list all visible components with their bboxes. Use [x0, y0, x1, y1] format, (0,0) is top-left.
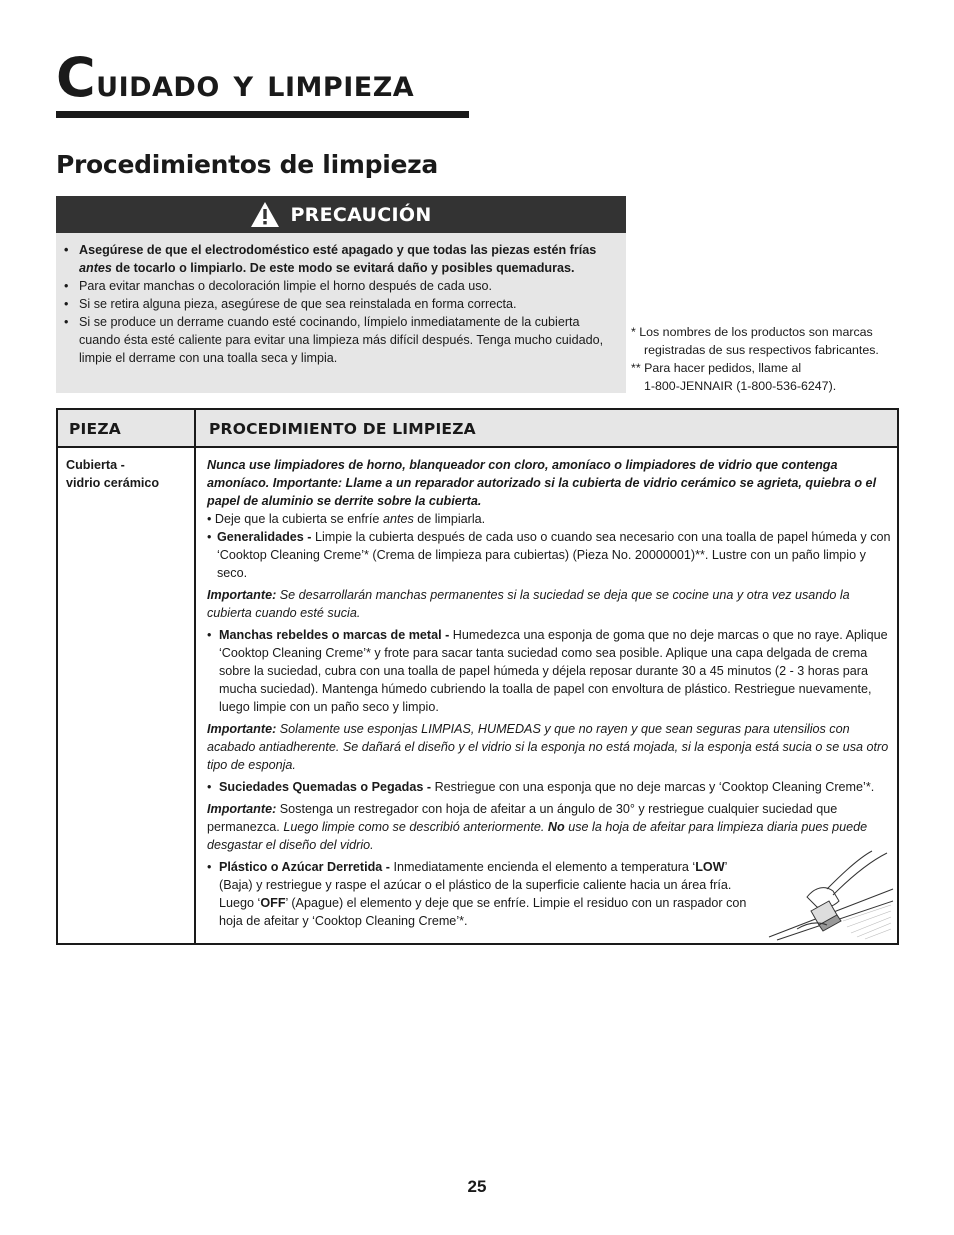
important-note: Importante: Solamente use esponjas LIMPIAS, HUMEDAS y que no rayen y que sean seguras para utensilios con acabado antiadherente. Se dañará el diseño y el vidrio si la esponja no está mojada, si la esponja está sucia o se usa otro tipo de esponja.	[207, 722, 889, 772]
column-divider	[194, 410, 196, 943]
caution-item: • Para evitar manchas o decoloración limpie el horno después de cada uso.	[64, 277, 612, 295]
scraper-illustration	[767, 849, 895, 941]
caution-header	[56, 196, 626, 233]
warning-text: Nunca use limpiadores de horno, blanqueador con cloro, amoníaco o limpiadores de vidrio que contenga amoníaco. Importante: Llame a un reparador autorizado si la cubierta de vidrio cerámico se agrieta, quiebra o el papel de aluminio se derrite sobre la cubierta.	[207, 458, 877, 508]
column-header-procedure: PROCEDIMIENTO DE LIMPIEZA	[209, 420, 476, 438]
caution-title: PRECAUCIÓN	[290, 203, 432, 226]
table-header	[58, 410, 897, 448]
part-cell: Cubierta - vidrio cerámico	[66, 458, 160, 490]
caution-item: • Si se produce un derrame cuando esté cocinando, límpielo inmediatamente de la cubierta cuando ésta esté caliente para evitar una limpieza más difícil después. Tenga mucho cuidado, limpie el derrame con una toalla seca y limpia.	[64, 313, 612, 367]
column-header-part: PIEZA	[69, 420, 121, 438]
page-number: 25	[467, 1177, 487, 1196]
important-note: Importante: Sostenga un restregador con hoja de afeitar a un ángulo de 30° y restriegue cualquier suciedad que permanezca. Luego limpie como se describió anteriormente. No use la hoja de afeitar para limpieza diaria pues puede desgastar el diseño del vidrio.	[207, 802, 868, 852]
caution-box	[56, 196, 626, 393]
cool-note: • Deje que la cubierta se enfríe antes de limpiarla.	[207, 512, 486, 526]
footnote-line: 1-800-JENNAIR (1-800-536-6247).	[644, 379, 837, 393]
burnt-item: • Suciedades Quemadas o Pegadas - Restriegue con una esponja que no deje marcas y ‘Cooktop Cleaning Creme’*.	[207, 778, 891, 796]
general-item: • Generalidades - Limpie la cubierta después de cada uso o cuando sea necesario con una toalla de papel húmeda y con ‘Cooktop Cleaning Creme’* (Crema de limpieza para cubiertas) (Pieza No. 20000001)**. Lustre con un paño limpio y seco.	[207, 528, 891, 582]
page-title-initial: C	[56, 46, 97, 109]
trademark-footnote	[631, 323, 931, 395]
caution-item: • Asegúrese de que el electrodoméstico esté apagado y que todas las piezas estén frías antes de tocarlo o limpiarlo. De este modo se evitará daño y posibles quemaduras.	[64, 241, 612, 277]
page-title	[56, 46, 415, 111]
important-note: Importante: Se desarrollarán manchas permanentes si la suciedad se deja que se cocine una y otra vez usando la cubierta cuando esté sucia.	[207, 588, 850, 620]
caution-list	[56, 241, 626, 367]
section-subtitle: Procedimientos de limpieza	[56, 150, 438, 179]
caution-item: • Si se retira alguna pieza, asegúrese de que sea reinstalada en forma correcta.	[64, 295, 612, 313]
cleaning-table	[56, 408, 899, 945]
footnote-line: registradas de sus respectivos fabricantes.	[644, 343, 879, 357]
footnote-line: * Los nombres de los productos son marcas	[631, 325, 873, 339]
title-underline	[56, 111, 469, 118]
footnote-line: ** Para hacer pedidos, llame al	[631, 361, 802, 375]
warning-icon	[250, 201, 280, 228]
stains-item: • Manchas rebeldes o marcas de metal - Humedezca una esponja de goma que no deje marcas o que no raye. Aplique ‘Cooktop Cleaning Creme’* y frote para sacar tanta suciedad como sea posible. Aplique una capa delgada de crema sobre la suciedad, cubra con una toalla de papel húmeda y déjela reposar durante 30 a 45 minutos (2 - 3 horas para mucha suciedad). Mantenga húmedo cubriendo la toalla de papel con envoltura de plástico. Restriegue nuevamente, luego limpie con un paño seco y limpio.	[207, 626, 891, 716]
page-title-rest: uidado y limpieza	[96, 61, 415, 105]
plastic-item: • Plástico o Azúcar Derretida - Inmediatamente encienda el elemento a temperatura ‘LOW’ (Baja) y restriegue y raspe el azúcar o el plástico de la superficie caliente hacia un área fría. Luego ‘OFF’ (Apague) el elemento y deje que se enfríe. Limpie el residuo con un raspador con hoja de afeitar y ‘Cooktop Cleaning Creme’*.	[207, 858, 747, 930]
